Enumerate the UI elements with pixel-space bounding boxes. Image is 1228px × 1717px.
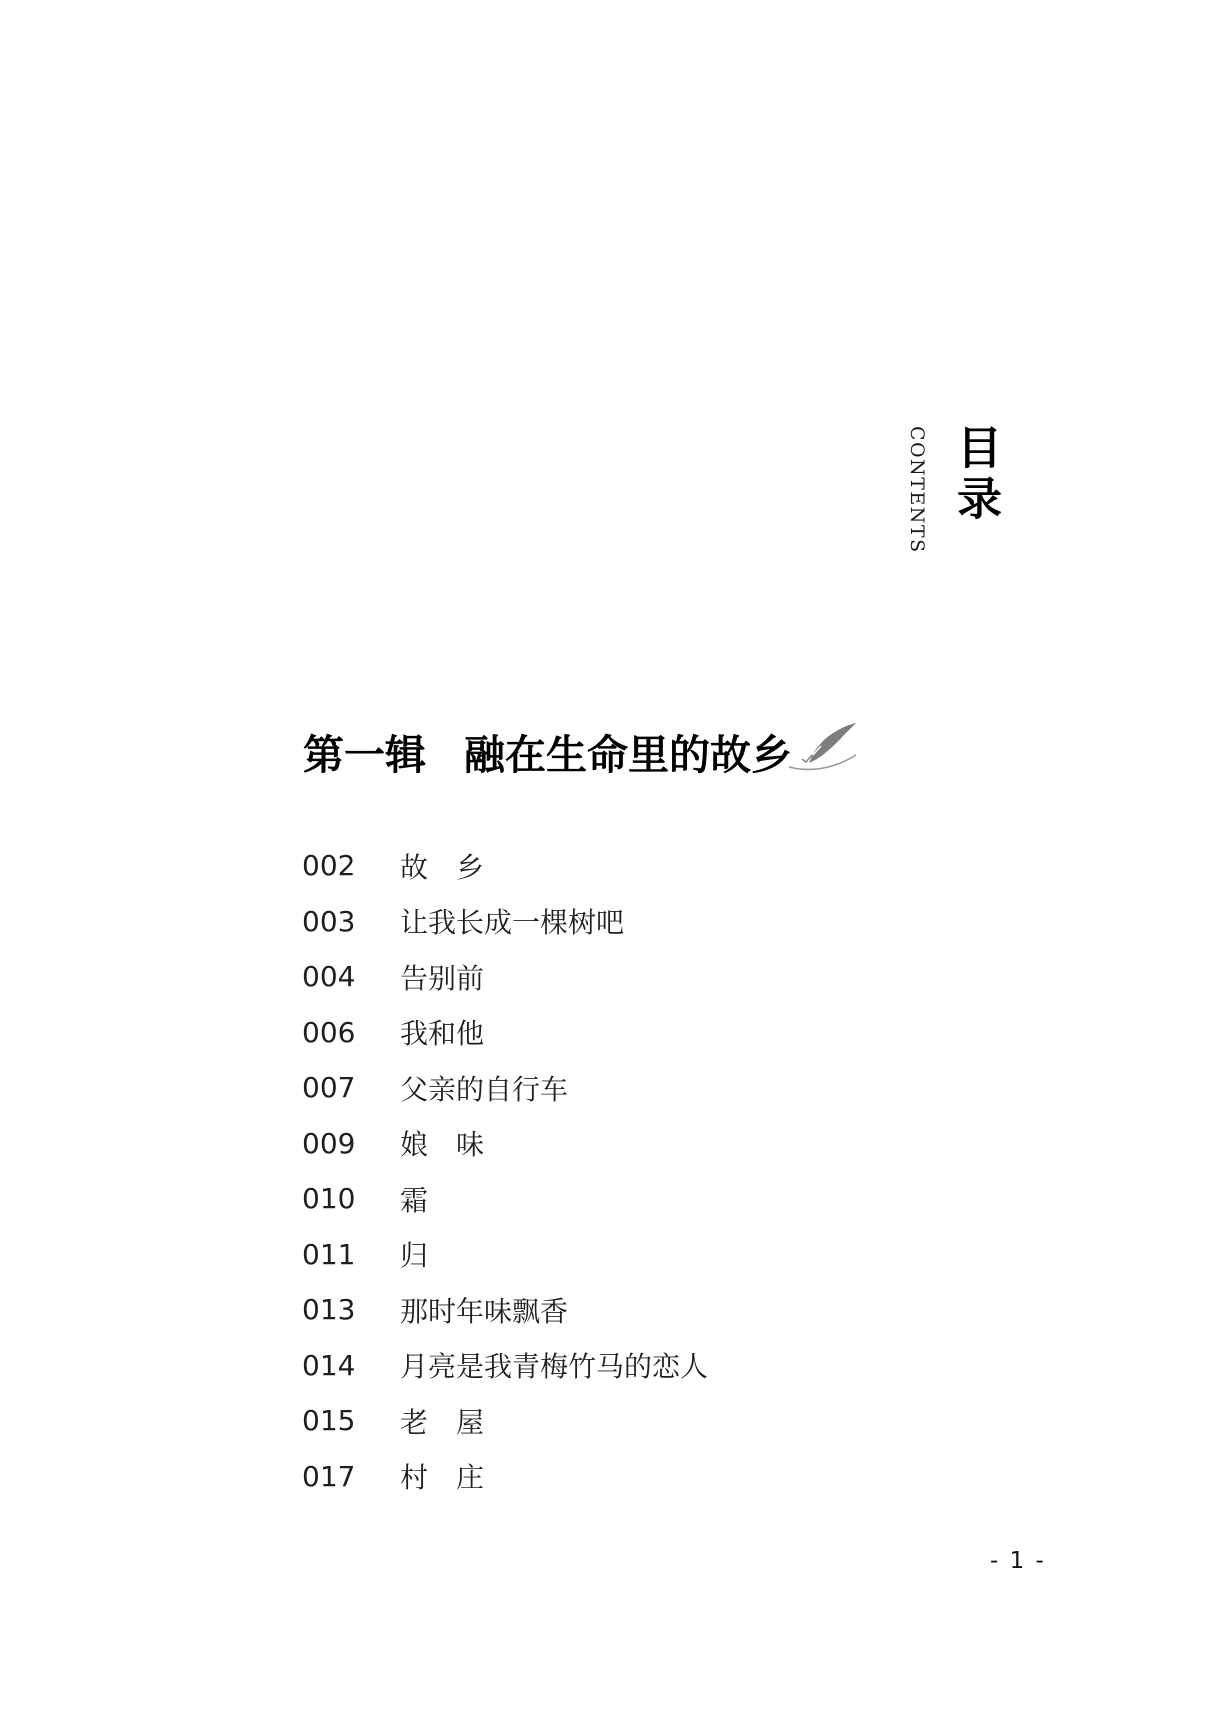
toc-entry-page: 015 (302, 1404, 356, 1438)
toc-entry-title: 娘 味 (400, 1128, 485, 1162)
toc-entry-page: 013 (302, 1293, 356, 1327)
toc-entry-page: 004 (302, 960, 356, 994)
toc-entry-title: 月亮是我青梅竹马的恋人 (400, 1350, 709, 1384)
toc-entry (302, 1227, 1002, 1283)
toc-entry (302, 1116, 1002, 1172)
toc-entry-page: 009 (302, 1126, 356, 1160)
toc-entry-page: 007 (302, 1071, 356, 1105)
toc-list (302, 838, 1002, 1504)
page-number: - 1 - (990, 1548, 1046, 1574)
contents-chinese-title: 目录 (949, 424, 1002, 526)
toc-entry-title: 霜 (400, 1183, 429, 1217)
toc-entry-title: 归 (400, 1239, 429, 1273)
toc-entry (302, 894, 1002, 950)
toc-entry-title: 让我长成一棵树吧 (400, 906, 625, 940)
toc-entry-title: 那时年味飘香 (400, 1294, 569, 1328)
toc-entry-title: 故 乡 (400, 850, 485, 884)
toc-entry-title: 父亲的自行车 (400, 1072, 569, 1106)
toc-entry-page: 011 (302, 1237, 356, 1271)
toc-entry-title: 老 屋 (400, 1405, 485, 1439)
toc-entry-title: 告别前 (400, 961, 485, 995)
toc-entry (302, 1449, 1002, 1505)
toc-entry-page: 017 (302, 1459, 356, 1493)
toc-entry-title: 村 庄 (400, 1461, 485, 1495)
toc-entry (302, 949, 1002, 1005)
contents-english-label: CONTENTS (906, 426, 928, 554)
quill-pen-icon (786, 722, 860, 772)
toc-entry (302, 1005, 1002, 1061)
toc-entry (302, 1393, 1002, 1449)
toc-entry-page: 010 (302, 1182, 356, 1216)
section-title: 融在生命里的故乡 (464, 731, 792, 779)
section-header (303, 722, 792, 781)
toc-entry (302, 1060, 1002, 1116)
toc-entry-page: 014 (302, 1348, 356, 1382)
section-label: 第一辑 (303, 731, 426, 779)
toc-entry (302, 1282, 1002, 1338)
toc-entry-page: 003 (302, 904, 356, 938)
toc-entry (302, 1171, 1002, 1227)
toc-entry-title: 我和他 (400, 1017, 485, 1051)
toc-entry-page: 002 (302, 849, 356, 883)
toc-entry (302, 838, 1002, 894)
toc-entry (302, 1338, 1002, 1394)
toc-entry-page: 006 (302, 1015, 356, 1049)
